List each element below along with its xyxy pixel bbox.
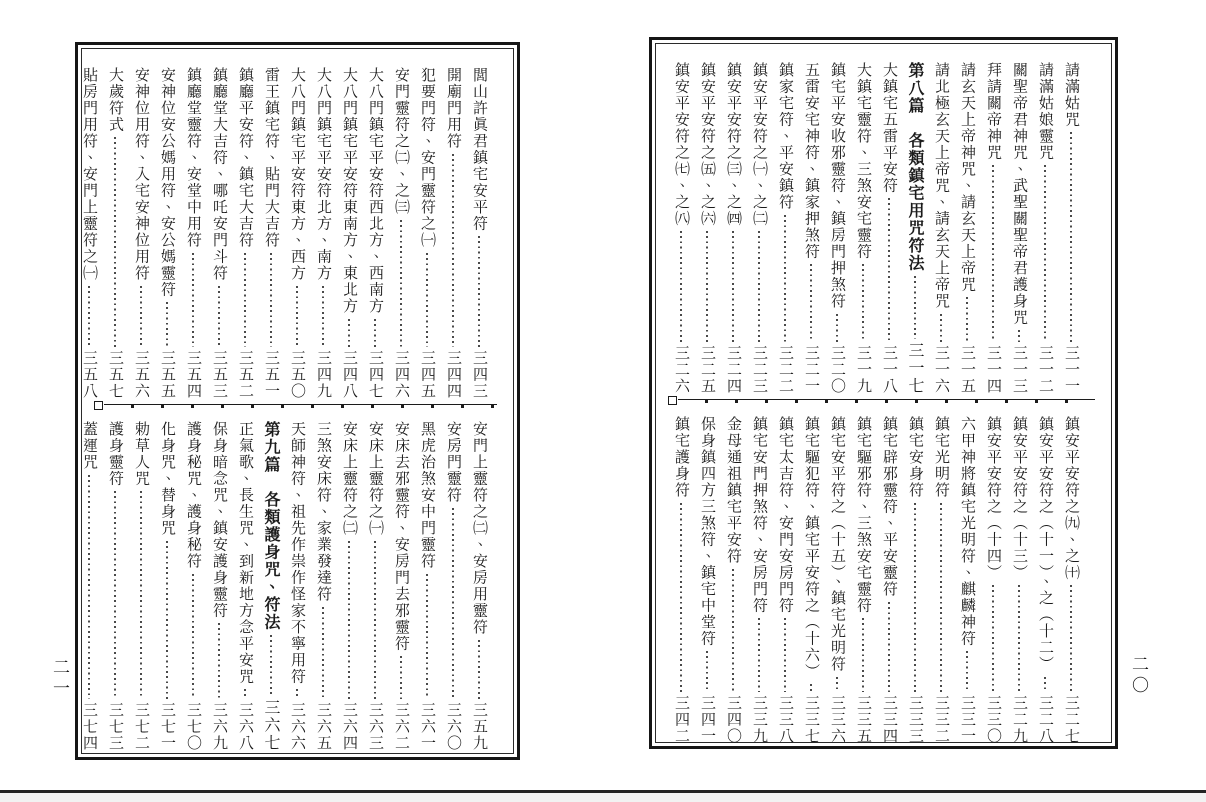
toc-entry — [156, 67, 177, 399]
toc-entry-title: 大八門鎮宅平安符北方、南方 — [315, 67, 331, 282]
toc-entry-page-number: 三三〇 — [985, 694, 1001, 744]
dotted-leader — [836, 314, 838, 342]
toc-entry — [696, 62, 717, 394]
toc-entry-page-number: 三六三 — [367, 701, 383, 751]
dotted-leader — [992, 165, 994, 342]
toc-entry-page-number: 三五七 — [107, 349, 123, 399]
toc-entry-page-number: 三五六 — [133, 349, 149, 399]
page-inner-frame-right — [655, 43, 1112, 743]
dotted-leader — [888, 602, 890, 692]
toc-entry-title: 五雷安宅神符、鎮家押煞符 — [803, 62, 819, 260]
toc-entry — [800, 62, 821, 394]
toc-entry-title: 六甲神將鎮宅光明符、麒麟神符 — [959, 416, 975, 647]
toc-entry-title: 保身鎮四方三煞符、鎮宅中堂符 — [699, 416, 715, 647]
toc-entry-title: 鎮宅安平符之（十五）、鎮宅光明符 — [829, 416, 845, 673]
toc-entry — [260, 67, 281, 399]
toc-entry — [208, 421, 229, 751]
dotted-leader — [1044, 165, 1046, 342]
dotted-leader — [706, 231, 708, 342]
toc-entry-title: 大八門鎮宅平安符東南方、東北方 — [341, 67, 357, 315]
dotted-leader — [374, 319, 376, 347]
dotted-leader — [400, 220, 402, 347]
dotted-leader — [478, 236, 480, 347]
toc-entry — [130, 421, 151, 751]
toc-entry-page-number: 三七四 — [81, 701, 97, 751]
toc-entry-title: 開廟門用符 — [445, 67, 461, 150]
dotted-leader — [88, 475, 90, 699]
toc-entry-title: 鎮安平安符之（十三） — [1011, 416, 1027, 581]
toc-entry-page-number: 三四九 — [315, 349, 331, 399]
dotted-leader — [192, 574, 194, 699]
dotted-leader — [348, 319, 350, 347]
toc-entry-title: 鎮宅太吉符、安門安房門符 — [777, 416, 793, 614]
toc-entry — [442, 421, 463, 751]
dotted-leader — [1070, 585, 1072, 692]
toc-entry-title: 鎮宅驅犯符、鎮宅平安符之（十六） — [803, 416, 819, 680]
toc-entry — [982, 416, 1003, 744]
toc-entry-page-number: 三四四 — [445, 349, 461, 399]
toc-entry-page-number: 三二五 — [699, 344, 715, 394]
toc-entry — [130, 67, 151, 399]
toc-entry — [852, 416, 873, 744]
toc-entry-title: 第九篇 各類護身咒、符法 — [262, 421, 279, 631]
toc-entry-page-number: 三四八 — [341, 349, 357, 399]
fold-stitch-divider — [668, 396, 1095, 405]
toc-entry-title: 安房門靈符 — [445, 421, 461, 504]
dotted-leader — [966, 651, 968, 692]
dotted-leader — [192, 253, 194, 347]
dotted-leader — [296, 689, 298, 699]
dotted-leader — [706, 651, 708, 692]
toc-entry-page-number: 三四五 — [419, 349, 435, 399]
toc-entry-page-number: 三三二 — [933, 694, 949, 744]
dotted-leader — [732, 569, 734, 692]
toc-entry-title: 鎮廳堂大吉符、哪吒安門斗符 — [211, 67, 227, 282]
toc-entry-page-number: 三七二 — [133, 701, 149, 751]
toc-entry-page-number: 三二二 — [777, 344, 793, 394]
toc-entry — [878, 62, 899, 394]
dotted-leader — [270, 253, 272, 347]
toc-entry — [1060, 416, 1081, 744]
toc-entry-page-number: 三四六 — [393, 349, 409, 399]
toc-entry-title: 鎮家宅符、平安鎮符 — [777, 62, 793, 211]
toc-entry — [416, 67, 437, 399]
toc-entry-title: 鎮宅辟邪靈符、平安靈符 — [881, 416, 897, 598]
toc-entry — [930, 416, 951, 744]
toc-entry-page-number: 三一九 — [855, 344, 871, 394]
toc-entry-page-number: 三三六 — [829, 694, 845, 744]
toc-entry-title: 大鎮宅靈符、三煞安宅靈符 — [855, 62, 871, 260]
toc-entry-page-number: 三三五 — [855, 694, 871, 744]
dotted-leader — [784, 618, 786, 692]
toc-entry-page-number: 三三七 — [803, 694, 819, 744]
toc-entry-page-number: 三五〇 — [289, 349, 305, 399]
dotted-leader — [732, 231, 734, 342]
toc-entry-title: 請北極玄天上帝咒、請玄天上帝咒 — [933, 62, 949, 310]
dotted-leader — [940, 314, 942, 342]
dotted-leader — [1018, 585, 1020, 692]
toc-entry-page-number: 三三八 — [777, 694, 793, 744]
toc-entry-title: 大鎮宅五雷平安符 — [881, 62, 897, 194]
dotted-leader — [914, 276, 916, 339]
toc-entry — [442, 67, 463, 399]
toc-entry-page-number: 三五九 — [471, 701, 487, 751]
dotted-leader — [296, 286, 298, 347]
toc-entry-title: 勅草人咒 — [133, 421, 149, 487]
toc-entry-title: 化身咒、替身咒 — [159, 421, 175, 537]
toc-entry — [930, 62, 951, 394]
toc-entry-page-number: 三七一 — [159, 701, 175, 751]
toc-entry — [722, 416, 743, 744]
toc-entry — [800, 416, 821, 744]
stitch-rule — [104, 404, 497, 408]
toc-entry-page-number: 三一八 — [881, 344, 897, 394]
toc-entry — [286, 421, 307, 751]
toc-entry-page-number: 三二〇 — [829, 344, 845, 394]
toc-section-heading — [904, 62, 925, 394]
toc-entry-page-number: 三五一 — [263, 349, 279, 399]
toc-entry-title: 鎮宅安門押煞符、安房門符 — [751, 416, 767, 614]
toc-entry-title: 鎮廳平安符、鎮宅大吉符 — [237, 67, 253, 249]
dotted-leader — [758, 231, 760, 342]
toc-entry-title: 犯要門符、安門靈符之㈠ — [419, 67, 435, 249]
toc-entry-title: 第八篇 各類鎮宅用咒符法 — [906, 62, 923, 272]
toc-entry — [826, 62, 847, 394]
toc-entry — [1034, 416, 1055, 744]
toc-entry-page-number: 三四三 — [471, 349, 487, 399]
toc-entry — [748, 416, 769, 744]
toc-entry-page-number: 三四二 — [673, 694, 689, 744]
toc-entry-title: 安床去邪靈符、安房門去邪靈符 — [393, 421, 409, 652]
toc-entry-page-number: 三二三 — [751, 344, 767, 394]
toc-entry — [208, 67, 229, 399]
toc-entry — [182, 421, 203, 751]
toc-entry-title: 大八門鎮宅平安符西北方、西南方 — [367, 67, 383, 315]
dotted-leader — [426, 574, 428, 699]
dotted-leader — [810, 264, 812, 342]
toc-entry-title: 貼房門用符、安門上靈符之㈠ — [81, 67, 97, 282]
toc-entry-title: 安床上靈符之㈡ — [341, 421, 357, 537]
toc-entry-title: 大歲符式 — [107, 67, 123, 133]
dotted-leader — [140, 491, 142, 699]
dotted-leader — [452, 508, 454, 699]
toc-entry-page-number: 三三三 — [907, 694, 923, 744]
toc-entry-title: 護身靈符 — [107, 421, 123, 487]
dotted-leader — [426, 253, 428, 347]
toc-entry-page-number: 三一六 — [933, 344, 949, 394]
toc-entry — [104, 421, 125, 751]
toc-entry-page-number: 三六五 — [315, 701, 331, 751]
dotted-leader — [88, 286, 90, 347]
dotted-leader — [322, 286, 324, 347]
toc-entry — [774, 416, 795, 744]
toc-entry — [104, 67, 125, 399]
dotted-leader — [114, 491, 116, 699]
dotted-leader — [810, 684, 812, 692]
toc-entry-title: 雷王鎮宅符、貼門大吉符 — [263, 67, 279, 249]
toc-entry — [670, 62, 691, 394]
toc-entry-title: 蓋運咒 — [81, 421, 97, 471]
toc-entry-page-number: 三二六 — [673, 344, 689, 394]
stitch-rule — [678, 399, 1095, 403]
page-inner-frame-left — [81, 48, 514, 754]
toc-entry-title: 鎮安平安符之㈨、之㈩ — [1063, 416, 1079, 581]
toc-entry-title: 鎮宅護身符 — [673, 416, 689, 499]
dotted-leader — [940, 503, 942, 692]
toc-entry-title: 拜請關帝神咒 — [985, 62, 1001, 161]
toc-entry-title: 金母通祖鎮宅平安符 — [725, 416, 741, 565]
dotted-leader — [218, 286, 220, 347]
toc-entry-page-number: 三六七 — [262, 698, 279, 751]
toc-entry — [234, 421, 255, 751]
toc-entry — [78, 67, 99, 399]
toc-entry — [826, 416, 847, 744]
toc-entry-page-number: 三二九 — [1011, 694, 1027, 744]
toc-entry-title: 鎮宅光明符 — [933, 416, 949, 499]
toc-entry — [364, 421, 385, 751]
toc-entry — [390, 421, 411, 751]
toc-entry — [156, 421, 177, 751]
toc-entry — [364, 67, 385, 399]
toc-entry — [852, 62, 873, 394]
toc-entry — [878, 416, 899, 744]
toc-entry — [78, 421, 99, 751]
toc-entry — [1034, 62, 1055, 394]
toc-entry-page-number: 三三九 — [751, 694, 767, 744]
dotted-leader — [862, 618, 864, 692]
folio-number-right: 二〇 — [1129, 655, 1148, 697]
toc-entry-page-number: 三七〇 — [185, 701, 201, 751]
dotted-leader — [888, 198, 890, 342]
toc-entry-title: 關聖帝君神咒、武聖關聖帝君護身咒 — [1011, 62, 1027, 326]
toc-entry-page-number: 三一五 — [959, 344, 975, 394]
dotted-leader — [862, 264, 864, 342]
toc-entry-title: 三煞安床符、家業發達符 — [315, 421, 331, 603]
toc-entry — [234, 67, 255, 399]
toc-entry-title: 大八門鎮宅平安符東方、西方 — [289, 67, 305, 282]
dotted-leader — [166, 302, 168, 347]
toc-entry — [696, 416, 717, 744]
dotted-leader — [348, 541, 350, 699]
toc-entry-title: 鎮廳堂靈符、安堂中用符 — [185, 67, 201, 249]
toc-entry-page-number: 三六八 — [237, 701, 253, 751]
toc-entry — [1008, 62, 1029, 394]
dotted-leader — [914, 503, 916, 692]
toc-entry — [312, 67, 333, 399]
toc-entry — [1008, 416, 1029, 744]
toc-entry-page-number: 三六二 — [393, 701, 409, 751]
toc-entry-title: 鎮安平安符之（十四） — [985, 416, 1001, 581]
toc-entry — [904, 416, 925, 744]
toc-entry — [956, 416, 977, 744]
toc-entry-title: 天師神符、祖先作祟作怪家不寧用符 — [289, 421, 305, 685]
toc-entry-title: 安門靈符之㈡、之㈢ — [393, 67, 409, 216]
toc-entry — [182, 67, 203, 399]
toc-entry-title: 鎮宅安身符 — [907, 416, 923, 499]
toc-register-right-top — [662, 62, 1081, 394]
dotted-leader — [680, 231, 682, 342]
toc-entry-page-number: 三一二 — [1037, 344, 1053, 394]
toc-entry-title: 請滿姑咒 — [1063, 62, 1079, 128]
toc-register-left-bottom — [81, 421, 489, 751]
folio-number-left: 二一 — [50, 658, 69, 700]
toc-entry-page-number: 三四〇 — [725, 694, 741, 744]
toc-entry-page-number: 三一七 — [906, 341, 923, 394]
toc-entry-title: 安門上靈符之㈡、安房用靈符 — [471, 421, 487, 636]
toc-entry-page-number: 三六四 — [341, 701, 357, 751]
toc-entry-page-number: 三六〇 — [445, 701, 461, 751]
toc-entry-title: 黑虎治煞安中門靈符 — [419, 421, 435, 570]
toc-entry-title: 請玄天上帝神咒、請玄天上帝咒 — [959, 62, 975, 293]
toc-entry — [956, 62, 977, 394]
toc-entry — [1060, 62, 1081, 394]
toc-entry-title: 閭山許眞君鎮宅安平符 — [471, 67, 487, 232]
dotted-leader — [836, 677, 838, 692]
toc-entry-page-number: 三二四 — [725, 344, 741, 394]
dotted-leader — [114, 137, 116, 347]
toc-entry-page-number: 三六六 — [289, 701, 305, 751]
toc-entry-title: 鎮安平安符之㈢、之㈣ — [725, 62, 741, 227]
toc-entry-title: 鎮安平安符之㈤、之㈥ — [699, 62, 715, 227]
toc-entry-title: 鎮宅驅邪符、三煞安宅靈符 — [855, 416, 871, 614]
toc-entry-page-number: 三二七 — [1063, 694, 1079, 744]
dotted-leader — [478, 640, 480, 699]
toc-entry-page-number: 三五四 — [185, 349, 201, 399]
dotted-leader — [322, 607, 324, 699]
toc-entry-page-number: 三五二 — [237, 349, 253, 399]
toc-entry-title: 保身暗念咒、鎮安護身靈符 — [211, 421, 227, 619]
toc-entry — [722, 62, 743, 394]
fold-stitch-divider — [94, 401, 497, 410]
toc-entry-page-number: 三五八 — [81, 349, 97, 399]
toc-entry-page-number: 三六一 — [419, 701, 435, 751]
toc-entry — [468, 421, 489, 751]
toc-entry-page-number: 三一一 — [1063, 344, 1079, 394]
toc-entry — [982, 62, 1003, 394]
stitch-square-mark — [668, 396, 677, 405]
toc-entry-title: 鎮安平安符之㈠、之㈡ — [751, 62, 767, 227]
toc-entry — [748, 62, 769, 394]
toc-entry-title: 鎮安平安符之（十一）、之（十二） — [1037, 416, 1053, 673]
toc-entry — [312, 421, 333, 751]
toc-entry — [774, 62, 795, 394]
toc-entry-page-number: 三五五 — [159, 349, 175, 399]
toc-entry-page-number: 三七三 — [107, 701, 123, 751]
toc-register-left-top — [81, 67, 489, 399]
toc-entry-page-number: 三三一 — [959, 694, 975, 744]
stitch-square-mark — [94, 401, 103, 410]
toc-section-heading — [260, 421, 281, 751]
toc-entry-title: 安神位用符、入宅安神位用符 — [133, 67, 149, 282]
toc-entry — [670, 416, 691, 744]
toc-entry-title: 護身秘咒、護身秘符 — [185, 421, 201, 570]
toc-entry-page-number: 三二八 — [1037, 694, 1053, 744]
toc-entry-page-number: 三一三 — [1011, 344, 1027, 394]
toc-entry-title: 請滿姑娘靈咒 — [1037, 62, 1053, 161]
dotted-leader — [270, 635, 272, 696]
toc-entry — [286, 67, 307, 399]
toc-entry-page-number: 三二一 — [803, 344, 819, 394]
dotted-leader — [758, 618, 760, 692]
dotted-leader — [244, 689, 246, 699]
toc-entry-title: 安神位安公媽用符、安公媽靈符 — [159, 67, 175, 298]
toc-entry-page-number: 三五三 — [211, 349, 227, 399]
book-page-left — [75, 42, 520, 760]
dotted-leader — [140, 286, 142, 347]
toc-entry — [468, 67, 489, 399]
dotted-leader — [1044, 677, 1046, 692]
toc-entry-title: 鎮宅平安收邪靈符、鎮房門押煞符 — [829, 62, 845, 310]
dotted-leader — [218, 623, 220, 699]
toc-entry — [338, 67, 359, 399]
dotted-leader — [166, 541, 168, 699]
toc-entry-page-number: 三三四 — [881, 694, 897, 744]
book-page-right — [649, 37, 1118, 749]
toc-entry — [390, 67, 411, 399]
dotted-leader — [374, 541, 376, 699]
toc-entry-page-number: 三一四 — [985, 344, 1001, 394]
toc-entry-page-number: 三四一 — [699, 694, 715, 744]
scan-bottom-shade — [0, 793, 1206, 802]
toc-entry — [416, 421, 437, 751]
toc-register-right-bottom — [662, 416, 1081, 744]
toc-entry-title: 安床上靈符之㈠ — [367, 421, 383, 537]
dotted-leader — [452, 154, 454, 347]
dotted-leader — [400, 656, 402, 699]
dotted-leader — [1018, 330, 1020, 342]
dotted-leader — [784, 215, 786, 342]
toc-entry-page-number: 三四七 — [367, 349, 383, 399]
toc-entry-page-number: 三六九 — [211, 701, 227, 751]
dotted-leader — [992, 585, 994, 692]
dotted-leader — [680, 503, 682, 692]
dotted-leader — [966, 297, 968, 342]
toc-entry-title: 鎮安平安符之㈦、之㈧ — [673, 62, 689, 227]
dotted-leader — [244, 253, 246, 347]
dotted-leader — [1070, 132, 1072, 342]
toc-entry — [338, 421, 359, 751]
toc-entry-title: 正氣歌、長生咒、到新地方念平安咒 — [237, 421, 253, 685]
